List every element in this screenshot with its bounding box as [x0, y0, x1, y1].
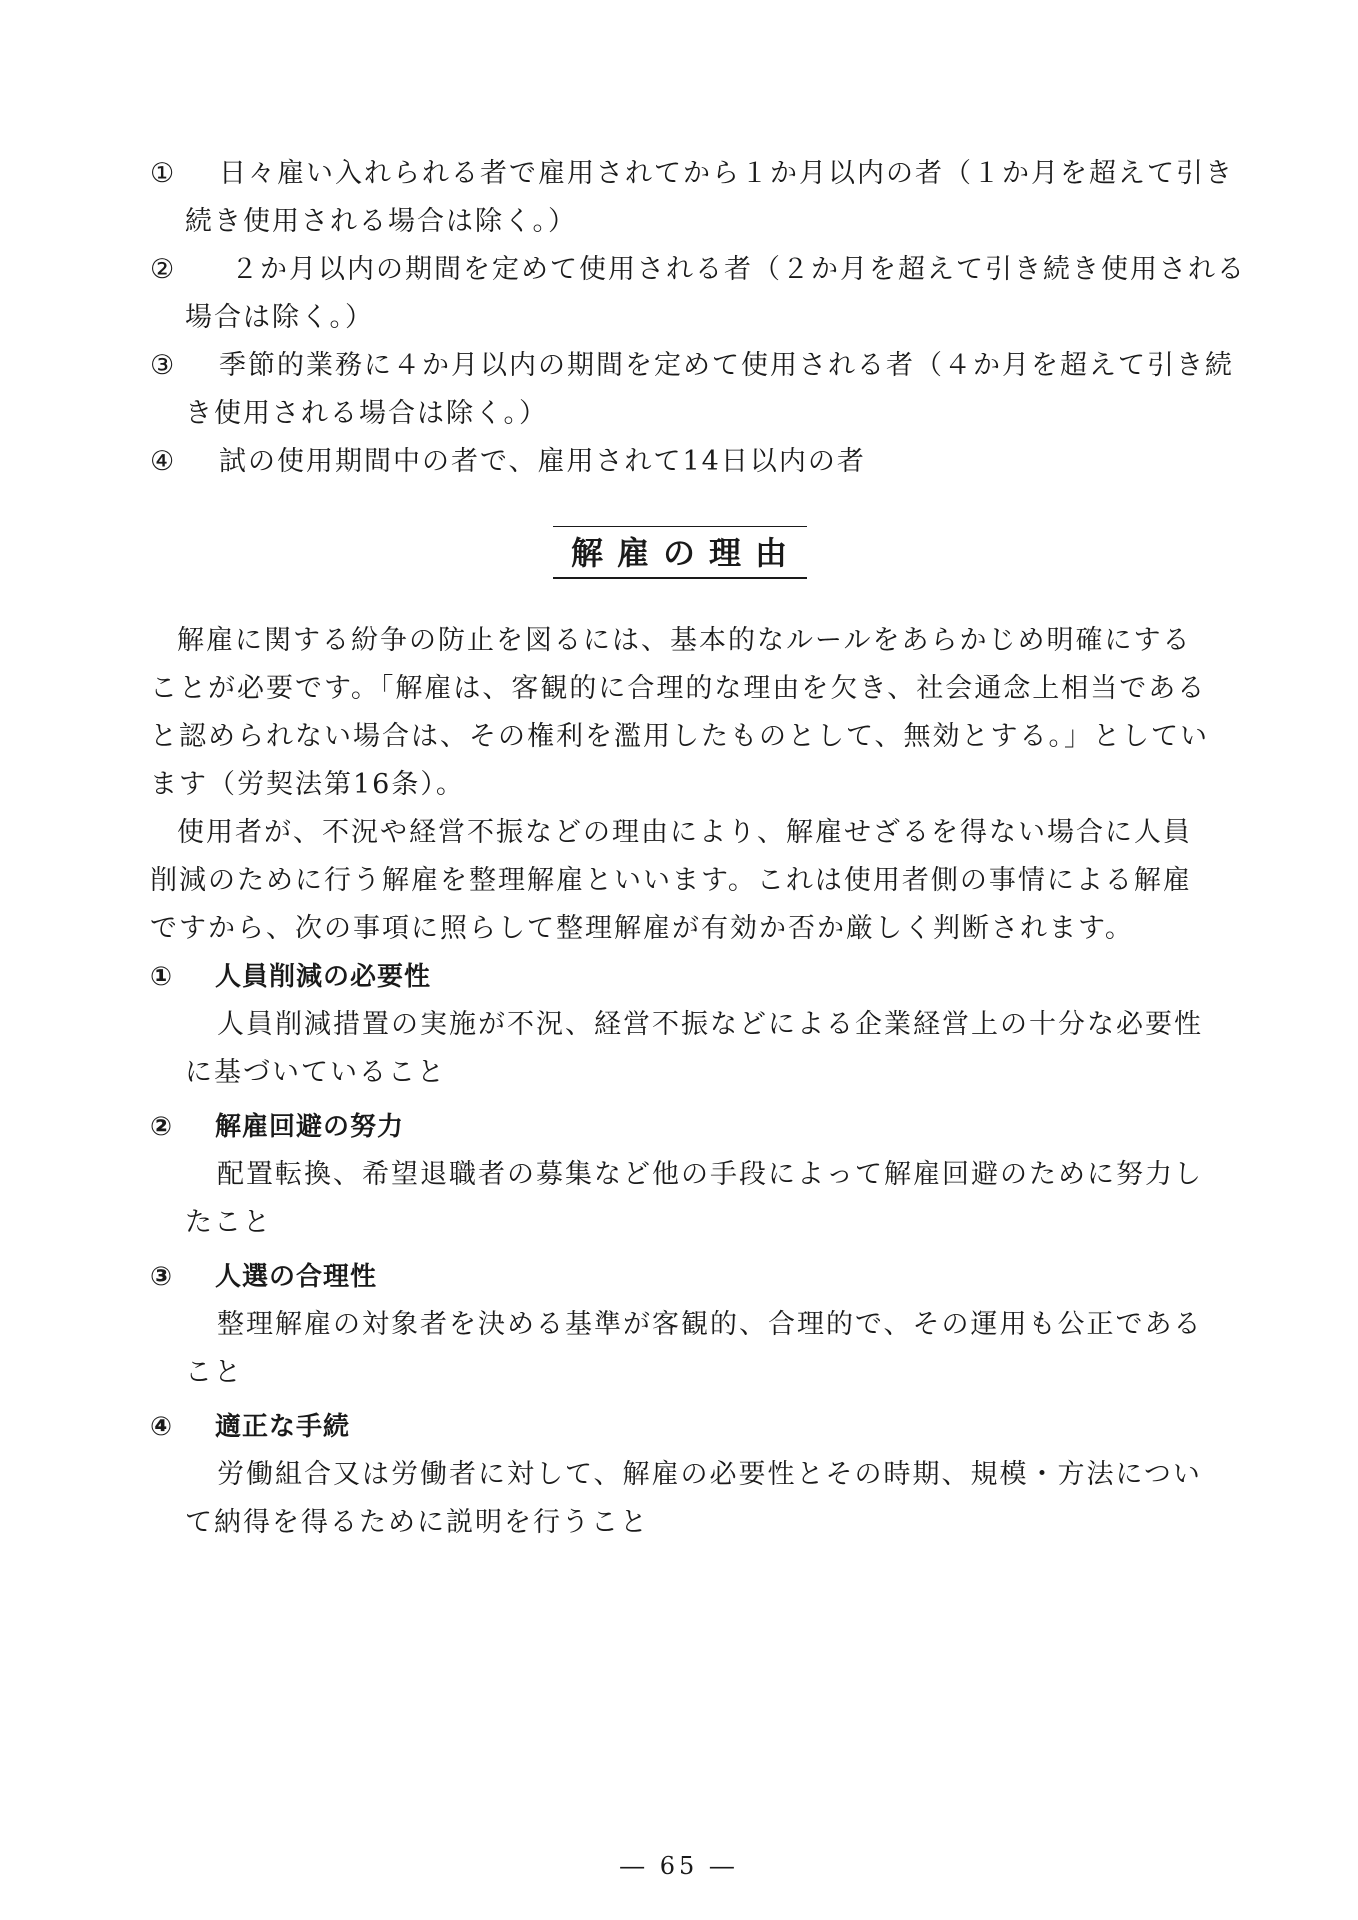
requirement-title-text: 人選の合理性 [215, 1262, 378, 1292]
requirement-body: 整理解雇の対象者を決める基準が客観的、合理的で、その運用も公正であること [185, 1309, 1203, 1388]
requirement-title [150, 1103, 1210, 1151]
item-text-line: 日々雇い入れられる者で雇用されてから１か月以内の者（１か月を超えて引き [219, 158, 1234, 189]
requirement-item [150, 1403, 1210, 1547]
section-heading-wrap [150, 526, 1210, 579]
item-text-line: 場合は除く。） [185, 302, 374, 333]
requirement-number: ① [150, 962, 174, 992]
requirement-title-text: 適正な手続 [215, 1412, 351, 1442]
item-number: ④ [150, 446, 177, 477]
requirement-item [150, 1103, 1210, 1247]
requirement-body: 人員削減措置の実施が不況、経営不振などによる企業経営上の十分な必要性に基づいていること [185, 1009, 1203, 1088]
requirement-title-text: 解雇回避の努力 [215, 1112, 405, 1142]
requirement-title-text: 人員削減の必要性 [215, 962, 432, 992]
exclusion-item [150, 438, 1210, 486]
requirement-body: 配置転換、希望退職者の募集など他の手段によって解雇回避のために努力したこと [185, 1159, 1203, 1238]
requirement-number: ③ [150, 1262, 174, 1292]
exclusion-list [150, 150, 1246, 486]
exclusion-item [150, 246, 1246, 342]
item-text-line: 季節的業務に４か月以内の期間を定めて使用される者（４か月を超えて引き続 [219, 350, 1234, 381]
section-heading: 解雇の理由 [553, 526, 807, 579]
requirement-title [150, 1253, 1210, 1301]
requirements-list [150, 953, 1210, 1547]
requirement-title [150, 1403, 1210, 1451]
exclusion-item [150, 342, 1234, 438]
item-number: ③ [150, 350, 177, 381]
requirement-number: ④ [150, 1412, 174, 1442]
paragraph: 解雇に関する紛争の防止を図るには、基本的なルールをあらかじめ明確にすることが必要です。「解雇は、客観的に合理的な理由を欠き、社会通念上相当であると認められない場合は、その権利を濫用したものとして、無効とする。」としています（労契法第16条）。 [150, 625, 1209, 800]
paragraph: 使用者が、不況や経営不振などの理由により、解雇せざるを得ない場合に人員削減のために行う解雇を整理解雇といいます。これは使用者側の事情による解雇ですから、次の事項に照らして整理解雇が有効か否か厳しく判断されます。 [150, 817, 1192, 944]
item-text-line: 続き使用される場合は除く。） [185, 206, 577, 237]
requirement-body: 労働組合又は労働者に対して、解雇の必要性とその時期、規模・方法について納得を得るために説明を行うこと [185, 1459, 1202, 1538]
item-number: ② [150, 254, 177, 285]
requirement-item [150, 1253, 1210, 1397]
item-text-line: き使用される場合は除く。） [185, 398, 548, 429]
item-text-line: ２か月以内の期間を定めて使用される者（２か月を超えて引き続き使用される [231, 254, 1246, 285]
item-text-line: 試の使用期間中の者で、雇用されて14日以内の者 [219, 446, 866, 477]
requirement-number: ② [150, 1112, 174, 1142]
item-number: ① [150, 158, 177, 189]
page-number: ― 65 ― [620, 1852, 738, 1880]
exclusion-item [150, 150, 1234, 246]
requirement-item [150, 953, 1210, 1097]
document-page [150, 150, 1246, 1830]
requirement-title [150, 953, 1210, 1001]
